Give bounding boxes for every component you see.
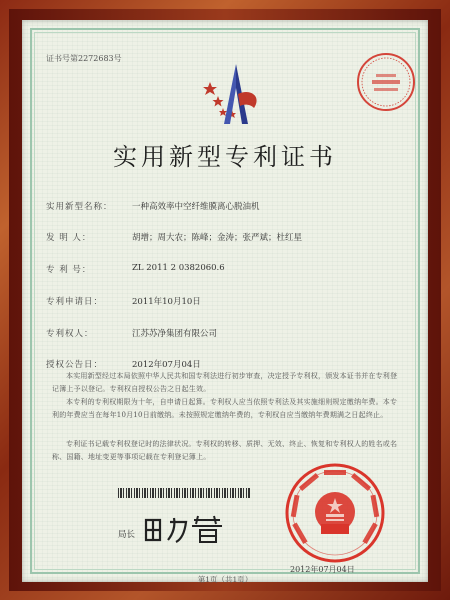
issuer-stamp-icon bbox=[354, 50, 418, 114]
field-label-grant-date: 授权公告日： bbox=[46, 360, 104, 370]
body-paragraph-3: 专利证书记载专利权登记时的法律状况。专利权的转移、质押、无效、终止、恢复和专利权人的姓名或名称、国籍、地址变更等事项记载在专利登记簿上。 bbox=[52, 440, 398, 461]
field-label-name: 实用新型名称： bbox=[46, 202, 113, 212]
field-value-name: 一种高效率中空纤维膜离心脱油机 bbox=[132, 202, 260, 212]
certificate-paper bbox=[22, 20, 428, 582]
official-seal-icon bbox=[284, 462, 386, 564]
field-value-patent-no: ZL 2011 2 0382060.6 bbox=[132, 263, 225, 273]
field-value-inventors: 胡增；周大农；陈峰；金涛；张严斌；杜红星 bbox=[132, 233, 303, 243]
patent-office-logo-icon bbox=[192, 58, 278, 128]
page-number: 第1页（共1页） bbox=[197, 575, 253, 584]
field-value-filing-date: 2011年10月10日 bbox=[132, 297, 201, 307]
body-paragraph-2: 本专利的专利权期限为十年，自申请日起算。专利权人应当依照专利法及其实施细则规定缴纳年费。本专利的年费应当在每年10月10日前缴纳。未按照规定缴纳年费的，专利权自应当缴纳年费期满之日起终止。 bbox=[52, 398, 398, 419]
field-label-inventors: 发 明 人： bbox=[46, 233, 92, 243]
body-paragraph-1: 本实用新型经过本局依照中华人民共和国专利法进行初步审查，决定授予专利权，颁发本证书并在专利登记簿上予以登记。专利权自授权公告之日起生效。 bbox=[52, 372, 398, 393]
director-label: 局长 bbox=[118, 530, 136, 540]
certificate-number: 证书号第2272683号 bbox=[46, 54, 122, 63]
seal-date: 2012年07月04日 bbox=[290, 565, 355, 574]
field-label-patent-no: 专 利 号： bbox=[46, 265, 92, 275]
barcode-icon bbox=[118, 488, 250, 498]
field-label-filing-date: 专利申请日： bbox=[46, 297, 104, 307]
director-signature-icon bbox=[140, 512, 230, 546]
field-value-grant-date: 2012年07月04日 bbox=[132, 360, 201, 370]
certificate-title: 实用新型专利证书 bbox=[113, 143, 337, 171]
field-value-patentee: 江苏苏净集团有限公司 bbox=[132, 329, 218, 339]
field-label-patentee: 专利权人： bbox=[46, 329, 94, 339]
